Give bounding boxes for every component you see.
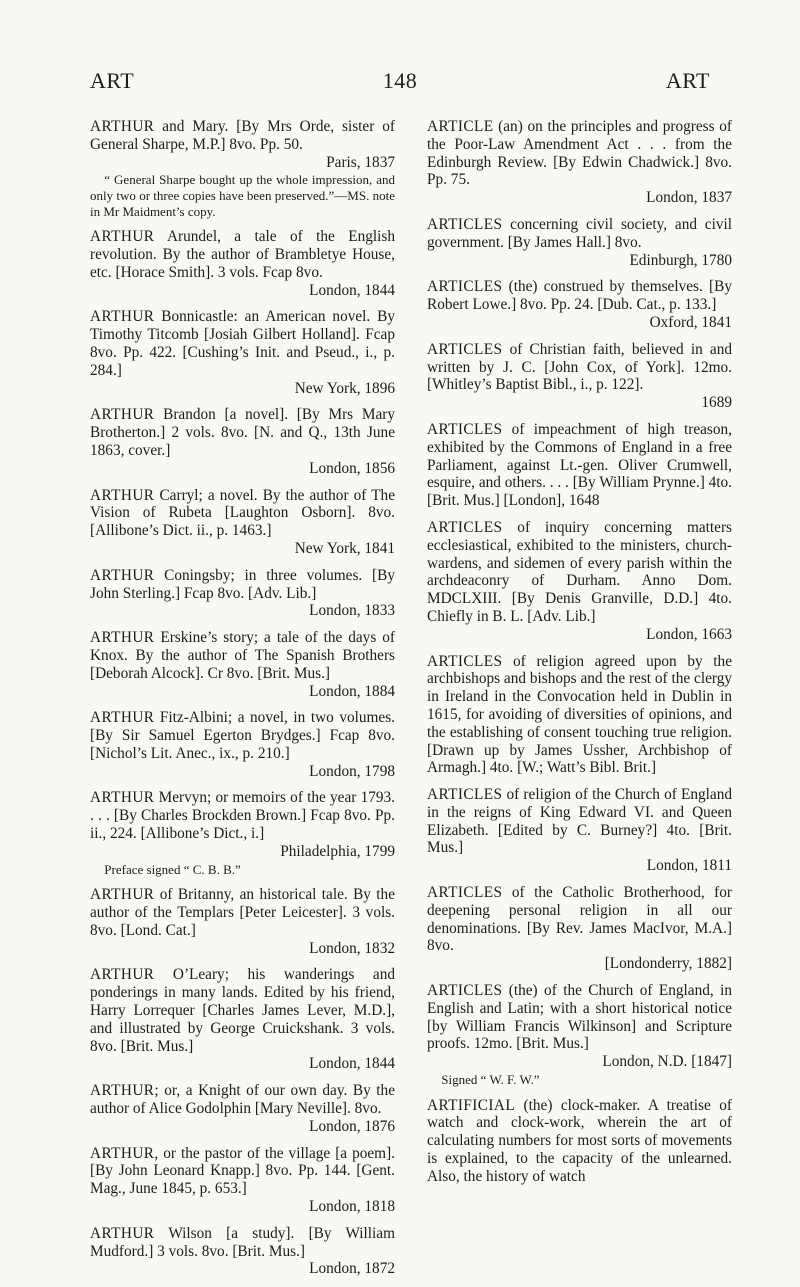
catalogue-entry	[90, 567, 395, 620]
entry-heading: ARTICLES	[427, 215, 503, 233]
entry-imprint: London, 1876	[309, 1117, 395, 1135]
entry-heading: ARTHUR	[90, 406, 155, 424]
entry-text: Coningsby; in three volumes. [By John Sterling.] Fcap 8vo. [Adv. Lib.]	[90, 566, 395, 602]
entry-heading: ARTHUR	[90, 566, 155, 584]
entry-text: and Mary. [By Mrs Orde, sister of General Sharpe, M.P.] 8vo. Pp. 50.	[90, 118, 395, 153]
entry-text: concerning civil society, and civil government. [By James Hall.] 8vo.	[427, 215, 732, 251]
entry-text: Wilson [a study]. [By William Mudford.] 3 vols. 8vo. [Brit. Mus.]	[90, 1224, 395, 1260]
entry-heading: ARTHUR	[90, 308, 155, 326]
entry-imprint: London, 1798	[309, 762, 395, 780]
catalogue-entry	[427, 884, 732, 973]
entry-heading: ARTHUR	[90, 709, 155, 727]
catalogue-entry	[90, 709, 395, 780]
catalogue-entry	[90, 629, 395, 700]
entry-note: Preface signed “ C. B. B.”	[104, 861, 241, 877]
entry-text: Fitz-Albini; a novel, in two volumes. [By Sir Samuel Egerton Brydges.] Fcap 8vo. [Nichol’s Lit. Anec., ix., p. 210.]	[90, 709, 395, 762]
entry-imprint: London, 1872	[309, 1260, 395, 1278]
catalogue-entry	[427, 216, 732, 269]
entry-imprint: New York, 1896	[294, 379, 395, 397]
catalogue-entry	[427, 118, 732, 207]
catalogue-entry	[427, 653, 732, 778]
entry-text: of Britanny, an historical tale. By the author of the Templars [Peter Leicester]. 3 vols. 8vo. [Lond. Cat.]	[90, 886, 395, 939]
left-column	[90, 118, 395, 1287]
entry-heading: ARTHUR	[90, 886, 155, 904]
entry-heading: ARTIFICIAL	[427, 1096, 516, 1114]
entry-imprint: London, 1832	[309, 939, 395, 957]
entry-heading: ARTICLES	[427, 340, 503, 358]
entry-imprint: London, 1844	[309, 1055, 395, 1073]
catalogue-entry	[427, 519, 732, 644]
entry-imprint: Paris, 1837	[326, 153, 395, 171]
entry-text: ; or, a Knight of our own day. By the author of Alice Godolphin [Mary Neville]. 8vo.	[90, 1082, 395, 1118]
entry-imprint: London, 1833	[309, 602, 395, 620]
catalogue-entry	[427, 278, 732, 331]
catalogue-entry	[90, 1225, 395, 1278]
entry-text: Brandon [a novel]. [By Mrs Mary Brotherton.] 2 vols. 8vo. [N. and Q., 13th June 1863, cover.]	[90, 406, 395, 459]
entry-heading: ARTICLES	[427, 420, 503, 438]
entry-heading: ARTICLES	[427, 786, 503, 804]
entry-imprint: Oxford, 1841	[649, 313, 732, 331]
header-left: ART	[90, 68, 135, 93]
entry-heading: ARTHUR	[90, 789, 155, 807]
entry-text: Arundel, a tale of the English revolution. By the author of Brambletye House, etc. [Horace Smith]. 3 vols. Fcap 8vo.	[90, 228, 395, 281]
entry-text: , or the pastor of the village [a poem]. [By John Leonard Knapp.] 8vo. Pp. 144. [Gent. Mag., June 1845, p. 653.]	[90, 1144, 395, 1198]
entry-heading: ARTICLES	[427, 278, 503, 296]
catalogue-entry	[90, 886, 395, 957]
entry-text: (the) clock-maker. A treatise of watch and clock-work, wherein the art of calculating numbers for most sorts of movements is explained, to the capacity of the unlearned. Also, the history of watch	[427, 1096, 732, 1185]
entry-heading: ARTHUR	[90, 1224, 155, 1242]
catalogue-entry	[90, 789, 395, 877]
entry-imprint: London, 1884	[309, 682, 395, 700]
catalogue-entry	[90, 1145, 395, 1216]
catalogue-entry	[90, 308, 395, 397]
catalogue-entry	[90, 118, 395, 219]
entry-note: “ General Sharpe bought up the whole impression, and only two or three copies have been preserved.”—MS. note in Mr Maidment’s copy.	[90, 172, 395, 219]
entry-imprint: 1689	[701, 394, 732, 412]
entry-imprint: London, 1811	[646, 857, 732, 875]
entry-heading: ARTICLES	[427, 982, 503, 1000]
entry-imprint: London, 1856	[309, 459, 395, 477]
entry-heading: ARTHUR	[90, 1144, 155, 1162]
catalogue-entry	[427, 341, 732, 412]
catalogue-entry	[427, 1097, 732, 1186]
catalogue-entry	[90, 487, 395, 558]
catalogue-entry	[90, 228, 395, 299]
entry-text: (an) on the principles and progress of the Poor-Law Amendment Act . . . from the Edinburgh Review. [By Edwin Chadwick.] 8vo. Pp. 75.	[427, 118, 732, 189]
header-right: ART	[665, 68, 710, 93]
entry-imprint: London, 1663	[646, 625, 732, 643]
entry-text: of the Catholic Brotherhood, for deepening personal religion in all our denominations. [By Rev. James MacIvor, M.A.] 8vo.	[427, 884, 732, 955]
entry-imprint: Philadelphia, 1799	[280, 842, 395, 860]
entry-imprint: [Londonderry, 1882]	[604, 955, 732, 973]
entry-heading: ARTHUR	[90, 629, 155, 647]
entry-imprint: New York, 1841	[294, 539, 395, 557]
entry-text: of Christian faith, believed in and written by J. C. [John Cox, of York]. 12mo. [Whitley’s Baptist Bibl., i., p. 122].	[427, 340, 732, 394]
entry-text: (the) of the Church of England, in English and Latin; with a short historical notice [by William Francis Wilkinson] and Scripture proofs. 12mo. [Brit. Mus.]	[427, 982, 732, 1053]
entry-heading: ARTHUR	[90, 118, 155, 135]
entry-text: of religion agreed upon by the archbishops and bishops and the rest of the clergy in Ireland in the Convocation held in Dublin in 1615, for avoiding of diversities of opinions, and the establishing of consent touching true religion. [Drawn up by James Ussher, Archbishop of Armagh.] 4to. [W.; Watt’s Bibl. Brit.]	[427, 652, 732, 777]
catalogue-entry	[90, 966, 395, 1073]
entry-text: of inquiry concerning matters ecclesiastical, exhibited to the ministers, church-wardens, and sidemen of every parish within the archdeaconry of Durham. Anno Dom. MDCLXIII. [By Denis Granville, D.D.] 4to. Chiefly in B. L. [Adv. Lib.]	[427, 518, 732, 625]
entry-text: of religion of the Church of England in the reigns of King Edward VI. and Queen Elizabeth. [Edited by C. Burney?] 4to. [Brit. Mus.]	[427, 786, 732, 857]
entry-note: Signed “ W. F. W.”	[441, 1072, 540, 1088]
entry-text: O’Leary; his wanderings and ponderings in many lands. Edited by his friend, Harry Lorrequer [Charles James Lever, M.D.], and illustrated by George Cruickshank. 3 vols. 8vo. [Brit. Mus.]	[90, 966, 395, 1055]
catalogue-entry	[90, 1082, 395, 1135]
entry-heading: ARTICLE	[427, 118, 494, 135]
entry-imprint: Edinburgh, 1780	[629, 251, 732, 269]
catalogue-entry	[427, 786, 732, 875]
entry-heading: ARTICLES	[427, 518, 503, 536]
catalogue-entry	[90, 406, 395, 477]
entry-heading: ARTHUR	[90, 486, 155, 504]
page-number: 148	[382, 68, 418, 93]
right-column	[427, 118, 732, 1195]
catalogue-entry	[427, 982, 732, 1088]
entry-heading: ARTHUR	[90, 1082, 155, 1100]
entry-text: (the) construed by themselves. [By Robert Lowe.] 8vo. Pp. 24. [Dub. Cat., p. 133.]	[427, 278, 732, 314]
entry-heading: ARTICLES	[427, 652, 503, 670]
entry-heading: ARTICLES	[427, 884, 503, 902]
entry-text: Carryl; a novel. By the author of The Vision of Rubeta [Laughton Osborn]. 8vo. [Allibone’s Dict. ii., p. 1463.]	[90, 486, 395, 540]
entry-text: Erskine’s story; a tale of the days of Knox. By the author of The Spanish Brothers [Deborah Alcock]. Cr 8vo. [Brit. Mus.]	[90, 629, 395, 682]
catalogue-entry	[427, 421, 732, 510]
entry-imprint: London, 1844	[309, 281, 395, 299]
entry-imprint: London, 1818	[309, 1198, 395, 1216]
entry-text: Mervyn; or memoirs of the year 1793. . . . [By Charles Brockden Brown.] Fcap 8vo. Pp. ii., 224. [Allibone’s Dict., i.]	[90, 789, 395, 843]
entry-text: Bonnicastle: an American novel. By Timothy Titcomb [Josiah Gilbert Holland]. Fcap 8vo. Pp. 422. [Cushing’s Init. and Pseud., i., p. 284.]	[90, 308, 395, 379]
entry-heading: ARTHUR	[90, 228, 155, 246]
entry-imprint: London, 1837	[646, 189, 732, 207]
entry-text: of impeachment of high treason, exhibited by the Commons of England in a free Parliament, against Lt.-gen. Oliver Crumwell, esquire, and others. . . . [By William Prynne.] 4to. [Brit. Mus.] [London], 1648	[427, 420, 732, 510]
entry-imprint: London, N.D. [1847]	[602, 1053, 732, 1071]
running-header	[90, 68, 710, 94]
entry-heading: ARTHUR	[90, 966, 155, 984]
